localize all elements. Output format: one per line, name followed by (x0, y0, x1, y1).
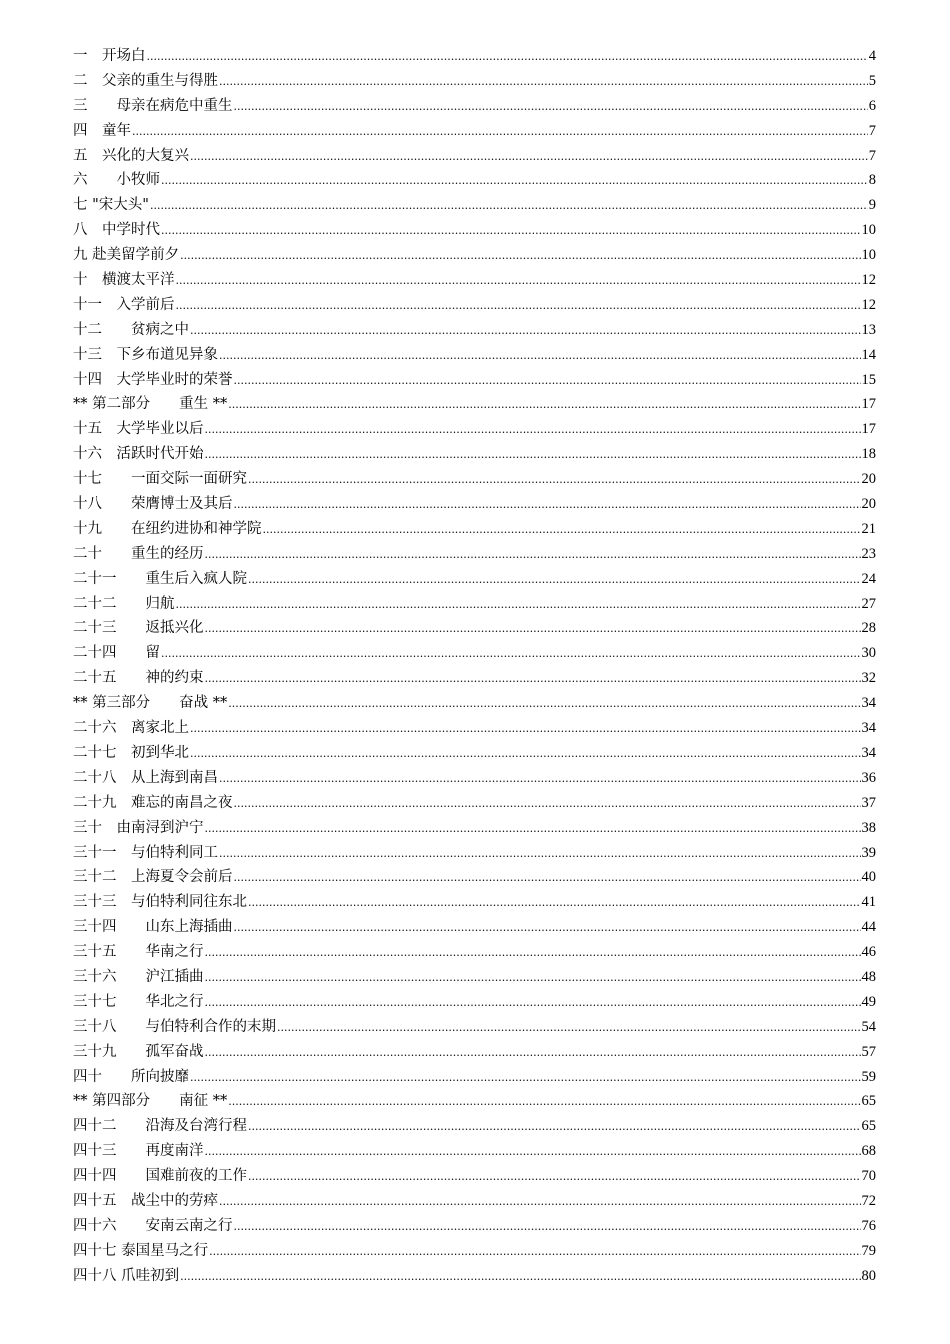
toc-entry[interactable] (73, 965, 876, 990)
toc-entry-title: 十三 下乡布道见异象 (73, 346, 218, 363)
toc-entry[interactable] (73, 691, 876, 716)
toc-entry-page-number: 18 (861, 446, 876, 463)
toc-entry-title: ** 第四部分 南征 ** (73, 1093, 228, 1110)
toc-entry-page-number: 59 (861, 1068, 876, 1085)
toc-entry-title: 二十六 离家北上 (73, 720, 189, 737)
toc-dot-leader (176, 592, 861, 618)
toc-entry-page-number: 46 (861, 944, 876, 961)
toc-entry-title: 四十三 再度南洋 (73, 1143, 204, 1160)
toc-entry-title: 八 中学时代 (73, 222, 160, 239)
toc-dot-leader (248, 1114, 861, 1140)
toc-entry-title: 十 横渡太平洋 (73, 272, 175, 289)
toc-entry-page-number: 28 (861, 620, 876, 637)
toc-entry-title: 十二 贫病之中 (73, 321, 189, 338)
toc-entry-title: 六 小牧师 (73, 172, 160, 189)
toc-dot-leader (205, 417, 861, 443)
toc-entry[interactable] (73, 368, 876, 393)
toc-entry[interactable] (73, 94, 876, 119)
toc-entry-title: 十八 荣膺博士及其后 (73, 496, 233, 513)
toc-entry[interactable] (73, 293, 876, 318)
toc-entry[interactable] (73, 417, 876, 442)
toc-dot-leader (219, 69, 868, 95)
toc-entry-page-number: 40 (861, 869, 876, 886)
toc-entry[interactable] (73, 1164, 876, 1189)
toc-entry[interactable] (73, 343, 876, 368)
toc-entry-title: 十五 大学毕业以后 (73, 421, 204, 438)
toc-entry[interactable] (73, 193, 876, 218)
toc-entry-title: 三十 由南浔到沪宁 (73, 819, 204, 836)
toc-entry-page-number: 65 (861, 1093, 876, 1110)
toc-dot-leader (248, 1164, 861, 1190)
toc-dot-leader (219, 343, 861, 369)
toc-entry-title: 二十一 重生后入疯人院 (73, 570, 247, 587)
toc-entry-title: 二十八 从上海到南昌 (73, 769, 218, 786)
toc-entry-page-number: 72 (861, 1192, 876, 1209)
toc-entry-page-number: 15 (861, 371, 876, 388)
toc-entry[interactable] (73, 865, 876, 890)
toc-dot-leader (209, 1239, 860, 1265)
toc-entry[interactable] (73, 1065, 876, 1090)
toc-entry-page-number: 4 (868, 48, 876, 64)
toc-entry[interactable] (73, 666, 876, 691)
toc-entry[interactable] (73, 990, 876, 1015)
toc-entry-page-number: 79 (861, 1242, 876, 1259)
toc-entry[interactable] (73, 44, 876, 69)
toc-dot-leader (161, 168, 868, 194)
toc-dot-leader (234, 94, 868, 120)
toc-dot-leader (176, 268, 861, 294)
toc-entry-page-number: 37 (861, 794, 876, 811)
toc-entry-page-number: 6 (868, 97, 876, 114)
toc-entry-title: 三十三 与伯特利同往东北 (73, 894, 247, 911)
toc-entry-title: 二十二 归航 (73, 595, 175, 612)
toc-entry[interactable] (73, 492, 876, 517)
toc-dot-leader (205, 616, 861, 642)
toc-dot-leader (205, 965, 861, 991)
toc-dot-leader (248, 567, 861, 593)
toc-entry-page-number: 9 (868, 197, 876, 214)
toc-entry-page-number: 12 (861, 296, 876, 313)
toc-entry-page-number: 57 (861, 1043, 876, 1060)
toc-entry-page-number: 36 (861, 769, 876, 786)
toc-dot-leader (205, 542, 861, 568)
toc-entry[interactable] (73, 741, 876, 766)
toc-entry-title: 四十五 战尘中的劳瘁 (73, 1192, 218, 1209)
toc-entry-title: 三十六 沪江插曲 (73, 968, 204, 985)
toc-entry-page-number: 20 (861, 471, 876, 488)
toc-entry[interactable] (73, 1214, 876, 1239)
toc-entry-title: 七 "宋大头" (73, 197, 149, 214)
toc-entry-page-number: 24 (861, 570, 876, 587)
toc-entry[interactable] (73, 841, 876, 866)
toc-entry-title: 三十四 山东上海插曲 (73, 919, 233, 936)
toc-dot-leader (228, 392, 860, 418)
toc-dot-leader (205, 1040, 861, 1066)
toc-entry-page-number: 49 (861, 993, 876, 1010)
toc-entry-page-number: 41 (861, 894, 876, 911)
toc-entry[interactable] (73, 1015, 876, 1040)
toc-entry-title: 二十 重生的经历 (73, 545, 204, 562)
toc-entry-title: 三十七 华北之行 (73, 993, 204, 1010)
toc-dot-leader (219, 1189, 861, 1215)
toc-entry-title: 十七 一面交际一面研究 (73, 471, 247, 488)
toc-entry-page-number: 13 (861, 321, 876, 338)
toc-entry-page-number: 17 (861, 421, 876, 438)
toc-dot-leader (190, 1065, 861, 1091)
toc-entry-title: 十一 入学前后 (73, 296, 175, 313)
toc-entry-page-number: 34 (861, 695, 876, 712)
toc-entry[interactable] (73, 567, 876, 592)
toc-dot-leader (234, 791, 861, 817)
toc-entry-title: 四十七 泰国星马之行 (73, 1242, 209, 1259)
toc-entry-page-number: 7 (868, 147, 876, 164)
toc-entry[interactable] (73, 243, 876, 268)
toc-entry-page-number: 23 (861, 545, 876, 562)
toc-entry[interactable] (73, 791, 876, 816)
toc-entry[interactable] (73, 1089, 876, 1114)
toc-dot-leader (219, 766, 861, 792)
toc-entry-page-number: 76 (861, 1217, 876, 1234)
toc-entry[interactable] (73, 119, 876, 144)
toc-dot-leader (277, 1015, 861, 1041)
toc-dot-leader (190, 144, 868, 170)
toc-dot-leader (180, 243, 860, 269)
toc-entry-page-number: 70 (861, 1168, 876, 1185)
toc-entry-page-number: 12 (861, 272, 876, 289)
toc-entry-page-number: 34 (861, 720, 876, 737)
toc-entry[interactable] (73, 816, 876, 841)
toc-dot-leader (263, 517, 861, 543)
toc-entry-title: 四十八 爪哇初到 (73, 1267, 180, 1284)
toc-entry-title: 三十八 与伯特利合作的末期 (73, 1018, 276, 1035)
toc-entry[interactable] (73, 1040, 876, 1065)
toc-entry-page-number: 39 (861, 844, 876, 861)
toc-entry[interactable] (73, 592, 876, 617)
toc-dot-leader (150, 193, 868, 219)
toc-dot-leader (228, 1089, 860, 1115)
toc-entry[interactable] (73, 1114, 876, 1139)
toc-entry-page-number: 10 (861, 222, 876, 239)
toc-dot-leader (190, 318, 861, 344)
toc-entry[interactable] (73, 69, 876, 94)
toc-entry-page-number: 21 (861, 520, 876, 537)
toc-entry-page-number: 65 (861, 1118, 876, 1135)
toc-entry-page-number: 10 (861, 247, 876, 264)
toc-entry[interactable] (73, 1189, 876, 1214)
toc-entry[interactable] (73, 542, 876, 567)
toc-entry-title: 四十 所向披靡 (73, 1068, 189, 1085)
toc-entry-page-number: 14 (861, 346, 876, 363)
toc-dot-leader (190, 716, 861, 742)
toc-dot-leader (161, 218, 861, 244)
toc-dot-leader (234, 1214, 861, 1240)
toc-dot-leader (161, 641, 861, 667)
toc-dot-leader (205, 442, 861, 468)
toc-entry-title: 四十二 沿海及台湾行程 (73, 1118, 247, 1135)
toc-dot-leader (205, 1139, 861, 1165)
toc-dot-leader (234, 368, 861, 394)
toc-entry[interactable] (73, 641, 876, 666)
toc-entry-page-number: 5 (868, 72, 876, 89)
toc-entry-title: 十六 活跃时代开始 (73, 446, 204, 463)
toc-entry-title: 四十六 安南云南之行 (73, 1217, 233, 1234)
toc-entry-title: 三 母亲在病危中重生 (73, 97, 233, 114)
toc-dot-leader (180, 1264, 860, 1290)
toc-entry-title: 二十七 初到华北 (73, 744, 189, 761)
toc-entry-page-number: 8 (868, 172, 876, 189)
toc-entry[interactable] (73, 716, 876, 741)
toc-entry-title: 一 开场白 (73, 48, 146, 64)
toc-entry-page-number: 30 (861, 645, 876, 662)
toc-entry-title: 四 童年 (73, 122, 131, 139)
toc-entry-page-number: 20 (861, 496, 876, 513)
toc-entry-title: 十九 在纽约进协和神学院 (73, 520, 262, 537)
toc-entry[interactable] (73, 1139, 876, 1164)
toc-entry-title: 五 兴化的大复兴 (73, 147, 189, 164)
toc-entry-title: 二十九 难忘的南昌之夜 (73, 794, 233, 811)
toc-entry[interactable] (73, 616, 876, 641)
toc-entry[interactable] (73, 467, 876, 492)
toc-entry-page-number: 17 (861, 396, 876, 413)
toc-dot-leader (205, 816, 861, 842)
table-of-contents (73, 44, 876, 1289)
toc-dot-leader (190, 741, 861, 767)
toc-entry-page-number: 44 (861, 919, 876, 936)
toc-dot-leader (248, 467, 861, 493)
toc-entry-title: 三十五 华南之行 (73, 944, 204, 961)
toc-entry-title: 三十一 与伯特利同工 (73, 844, 218, 861)
toc-entry-title: ** 第三部分 奋战 ** (73, 695, 228, 712)
toc-entry[interactable] (73, 442, 876, 467)
toc-entry-title: 二 父亲的重生与得胜 (73, 72, 218, 89)
toc-entry-page-number: 48 (861, 968, 876, 985)
toc-entry[interactable] (73, 318, 876, 343)
toc-entry-page-number: 27 (861, 595, 876, 612)
toc-entry-title: 三十二 上海夏令会前后 (73, 869, 233, 886)
toc-dot-leader (132, 119, 868, 145)
toc-entry[interactable] (73, 517, 876, 542)
toc-dot-leader (205, 940, 861, 966)
toc-entry-title: ** 第二部分 重生 ** (73, 396, 228, 413)
toc-entry[interactable] (73, 890, 876, 915)
toc-entry[interactable] (73, 940, 876, 965)
toc-entry-page-number: 54 (861, 1018, 876, 1035)
toc-dot-leader (205, 990, 861, 1016)
toc-entry-page-number: 7 (868, 122, 876, 139)
toc-entry[interactable] (73, 268, 876, 293)
toc-entry-title: 四十四 国难前夜的工作 (73, 1168, 247, 1185)
toc-entry-title: 三十九 孤军奋战 (73, 1043, 204, 1060)
toc-entry-title: 九 赴美留学前夕 (73, 247, 180, 264)
toc-entry-page-number: 38 (861, 819, 876, 836)
toc-dot-leader (205, 666, 861, 692)
toc-entry-title: 十四 大学毕业时的荣誉 (73, 371, 233, 388)
toc-dot-leader (176, 293, 861, 319)
toc-entry[interactable] (73, 1264, 876, 1289)
toc-entry-page-number: 68 (861, 1143, 876, 1160)
toc-dot-leader (219, 841, 861, 867)
toc-entry-page-number: 80 (861, 1267, 876, 1284)
toc-entry[interactable] (73, 144, 876, 169)
toc-entry[interactable] (73, 1239, 876, 1264)
toc-dot-leader (234, 865, 861, 891)
toc-entry[interactable] (73, 766, 876, 791)
toc-dot-leader (234, 492, 861, 518)
toc-dot-leader (234, 915, 861, 941)
toc-entry[interactable] (73, 392, 876, 417)
toc-entry-title: 二十三 返抵兴化 (73, 620, 204, 637)
toc-entry-title: 二十五 神的约束 (73, 670, 204, 687)
toc-dot-leader (147, 44, 868, 70)
toc-dot-leader (228, 691, 860, 717)
toc-dot-leader (248, 890, 861, 916)
toc-entry-title: 二十四 留 (73, 645, 160, 662)
toc-entry-page-number: 32 (861, 670, 876, 687)
toc-entry[interactable] (73, 915, 876, 940)
toc-entry[interactable] (73, 218, 876, 243)
toc-entry[interactable] (73, 168, 876, 193)
toc-entry-page-number: 34 (861, 744, 876, 761)
